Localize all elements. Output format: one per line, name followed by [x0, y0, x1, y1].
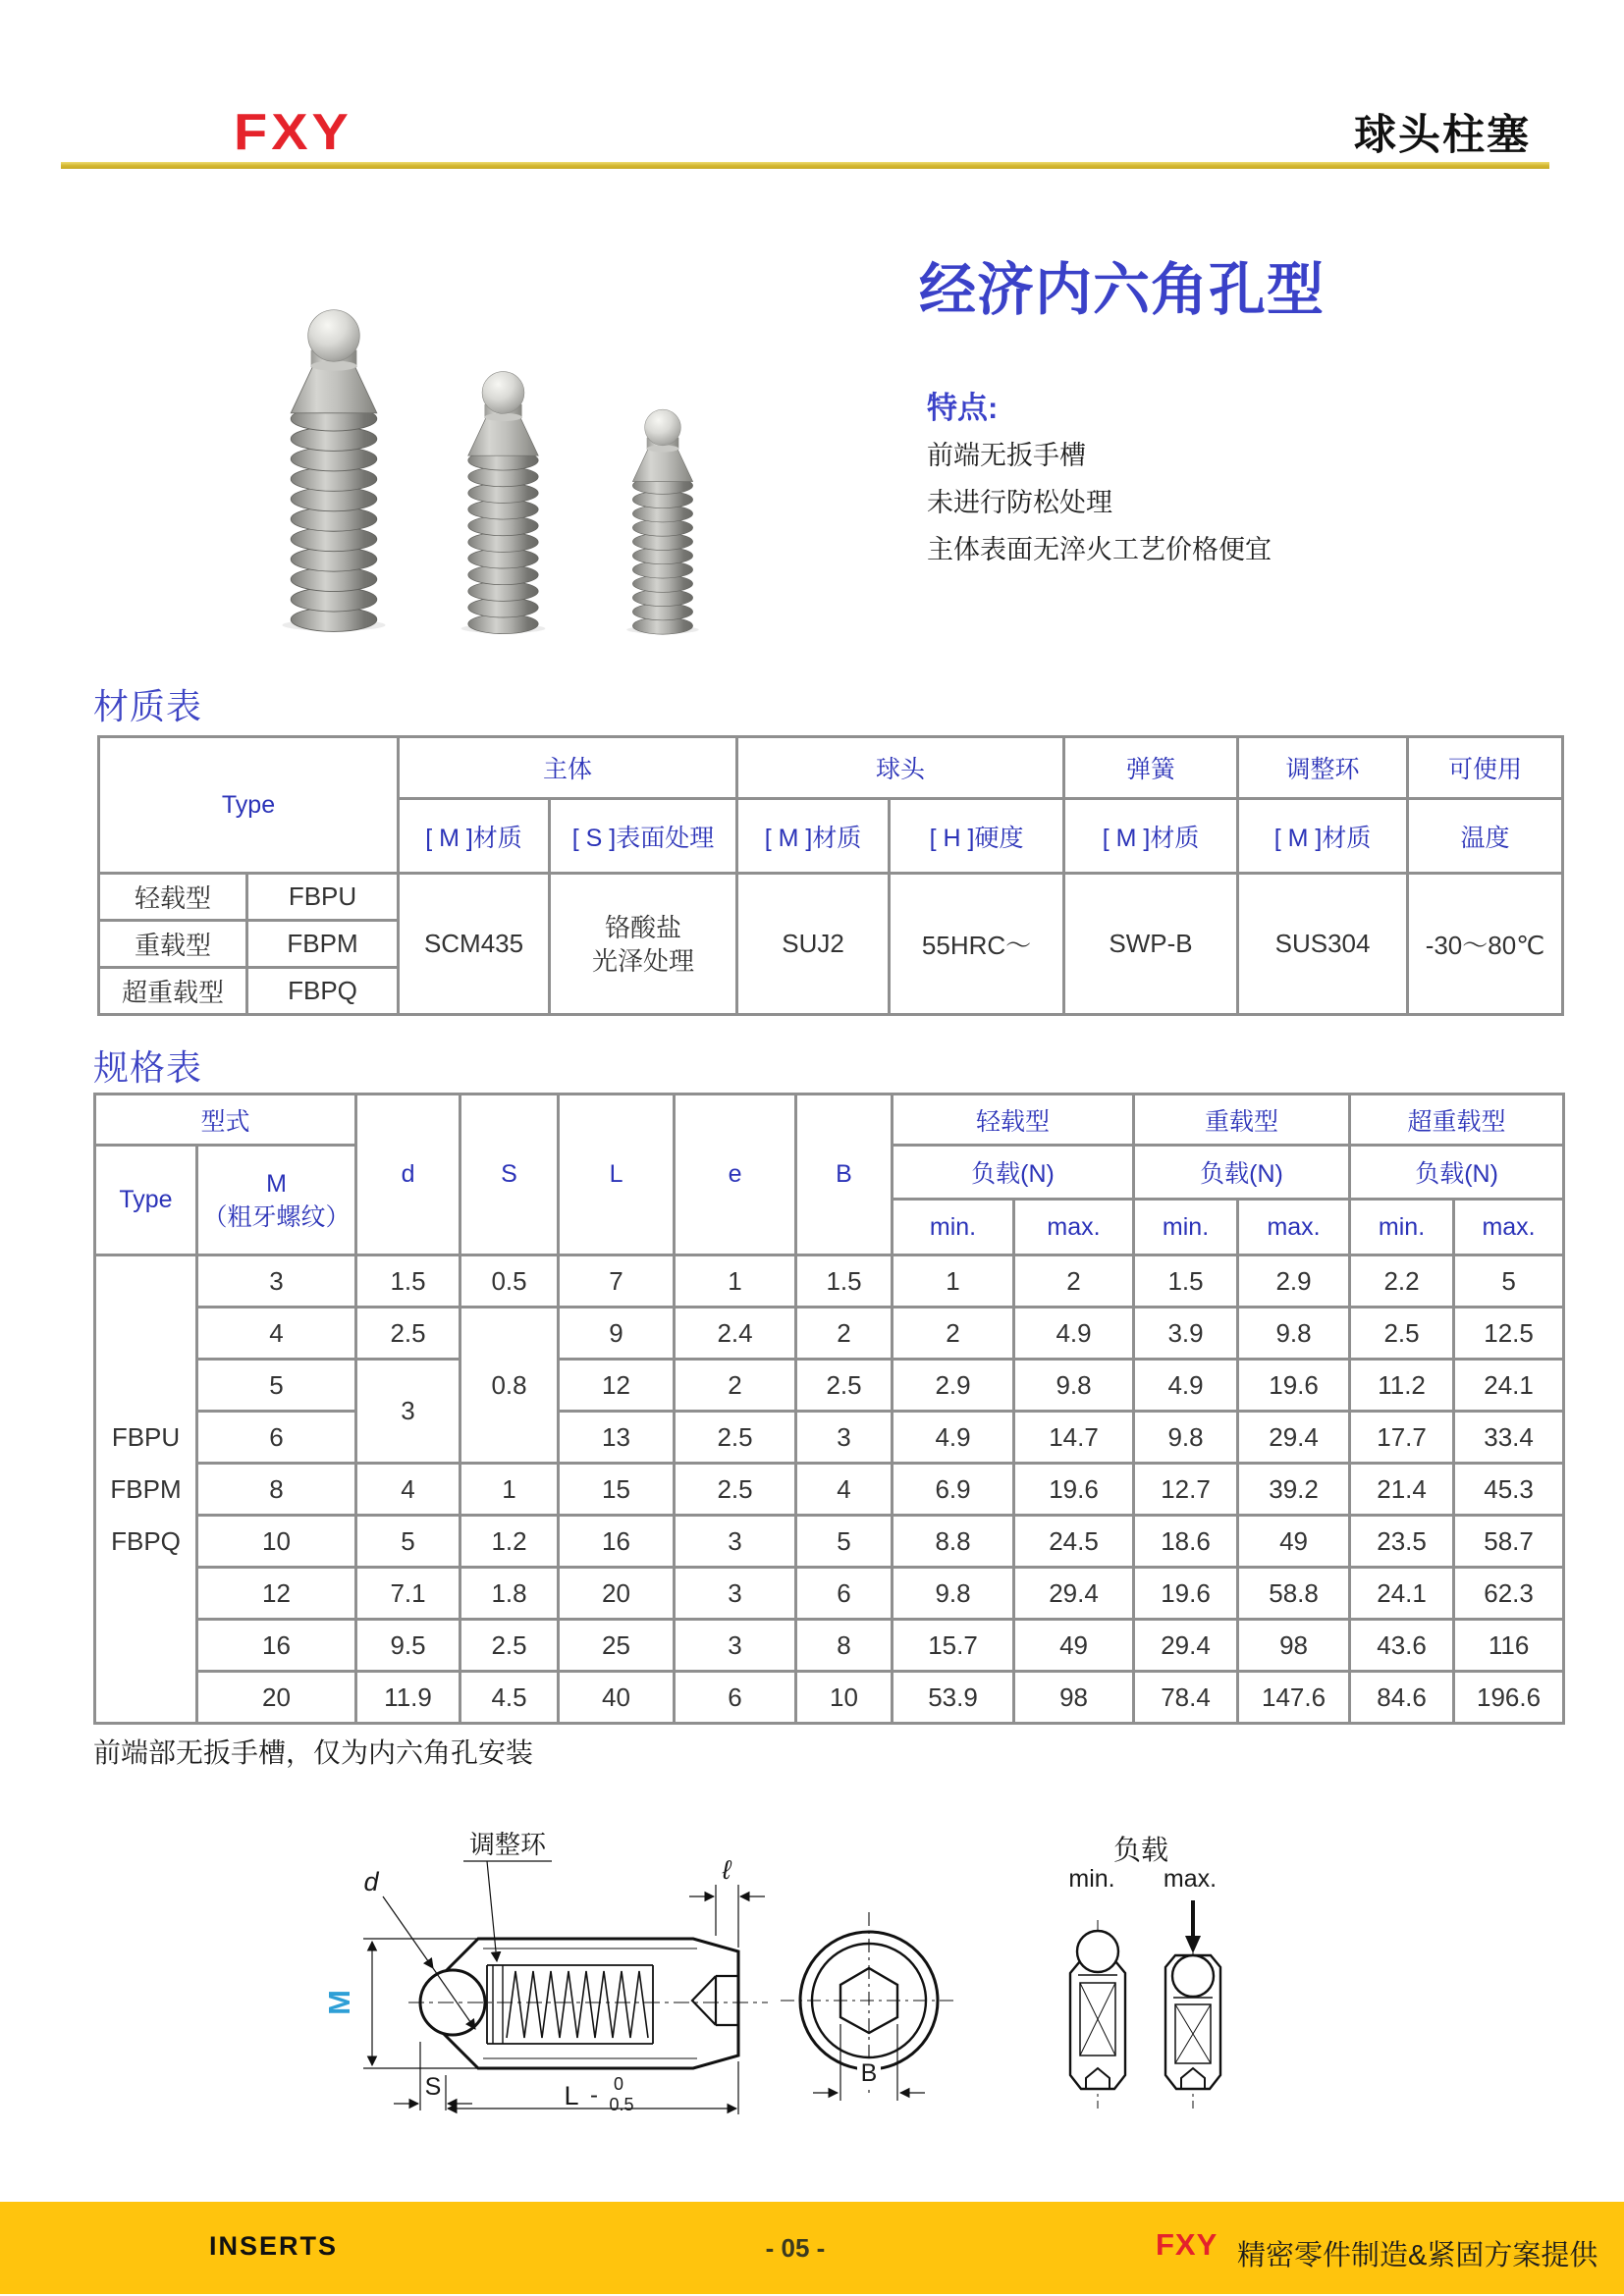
spec-cell: 1	[893, 1255, 1014, 1308]
mat-hardness: 55HRC～	[890, 874, 1064, 1015]
spec-cell: 9.5	[356, 1620, 460, 1672]
spec-cell: 2	[796, 1308, 893, 1360]
spec-cell: 116	[1454, 1620, 1564, 1672]
mat-code: FBPQ	[247, 968, 399, 1015]
spec-cell: 4	[356, 1464, 460, 1516]
spec-cell: 10	[197, 1516, 356, 1568]
spec-header-min: min.	[893, 1200, 1014, 1255]
spec-cell: 4.5	[460, 1672, 559, 1724]
spec-cell: 8.8	[893, 1516, 1014, 1568]
spec-cell: 4.9	[1134, 1360, 1238, 1412]
spec-cell: 3	[675, 1620, 796, 1672]
spec-cell: 2.5	[1350, 1308, 1454, 1360]
spec-header-d: d	[356, 1095, 460, 1255]
spec-cell: 15	[559, 1464, 675, 1516]
plunger-medium	[461, 372, 546, 634]
features-heading: 特点:	[927, 391, 999, 425]
spec-cell: 2.9	[1238, 1255, 1350, 1308]
spec-cell: 9.8	[893, 1568, 1014, 1620]
spec-cell: 24.1	[1454, 1360, 1564, 1412]
mat-header-type: Type	[99, 737, 399, 874]
spec-cell: 3	[675, 1568, 796, 1620]
feature-item: 未进行防松处理	[927, 488, 1112, 517]
spec-row	[95, 1360, 1564, 1412]
spec-cell: 12.7	[1134, 1464, 1238, 1516]
spec-cell: 3	[356, 1360, 460, 1464]
spec-cell: 23.5	[1350, 1516, 1454, 1568]
spec-cell: 3.9	[1134, 1308, 1238, 1360]
spec-cell: 43.6	[1350, 1620, 1454, 1672]
spec-cell: 11.9	[356, 1672, 460, 1724]
load-max-label: max.	[1163, 1865, 1218, 1893]
spec-cell: 2	[893, 1308, 1014, 1360]
spec-header-min: min.	[1134, 1200, 1238, 1255]
spec-cell: 4	[197, 1308, 356, 1360]
spec-cell: 12	[197, 1568, 356, 1620]
spec-cell: 62.3	[1454, 1568, 1564, 1620]
mat-code: FBPU	[247, 874, 399, 921]
spec-cell: 45.3	[1454, 1464, 1564, 1516]
footer-category: INSERTS	[209, 2231, 339, 2261]
mat-header-m-material: [ M ]材质	[399, 799, 550, 874]
thread-m-label: M	[322, 1990, 356, 2015]
brand-logo: FXY	[234, 102, 352, 160]
spec-header-max: max.	[1014, 1200, 1134, 1255]
spec-header-m-note: （粗牙螺纹）	[202, 1202, 351, 1231]
b-dim-label: B	[860, 2059, 878, 2087]
spec-header-type: Type	[95, 1146, 197, 1255]
spec-cell: 25	[559, 1620, 675, 1672]
spec-cell: 6	[197, 1412, 356, 1464]
plunger-small	[626, 409, 698, 634]
mat-header-usable: 可使用	[1408, 737, 1563, 799]
spec-cell: 3	[197, 1255, 356, 1308]
material-table	[97, 735, 1564, 1016]
spec-cell: 9.8	[1014, 1360, 1134, 1412]
spec-section-heading: 规格表	[93, 1047, 203, 1088]
spec-cell: 15.7	[893, 1620, 1014, 1672]
mat-code: FBPM	[247, 921, 399, 968]
load-labels	[1068, 1835, 1217, 1893]
mat-header-m-material: [ M ]材质	[737, 799, 890, 874]
footer-tagline: 精密零件制造&紧固方案提供	[1237, 2240, 1598, 2271]
spec-cell: 5	[1454, 1255, 1564, 1308]
spec-cell: 7.1	[356, 1568, 460, 1620]
spec-cell: 29.4	[1238, 1412, 1350, 1464]
spec-cell: 3	[675, 1516, 796, 1568]
spec-header-min: min.	[1350, 1200, 1454, 1255]
spec-cell: 4.9	[1014, 1308, 1134, 1360]
mat-ball-material: SUJ2	[737, 874, 890, 1015]
spec-cell: 11.2	[1350, 1360, 1454, 1412]
spec-cell: 20	[197, 1672, 356, 1724]
spec-type-codes	[95, 1255, 197, 1724]
l-tol-minus: -	[590, 2082, 598, 2109]
spec-cell: 9	[559, 1308, 675, 1360]
spec-row	[95, 1516, 1564, 1568]
spec-type-code: FBPQ	[111, 1525, 181, 1556]
spec-cell: 4	[796, 1464, 893, 1516]
spec-cell: 1.5	[356, 1255, 460, 1308]
mat-header-m-material: [ M ]材质	[1064, 799, 1238, 874]
spec-cell: 98	[1014, 1672, 1134, 1724]
spec-header-s: S	[460, 1095, 559, 1255]
spec-cell: 9.8	[1238, 1308, 1350, 1360]
load-min-label: min.	[1068, 1865, 1115, 1893]
spec-header-e: e	[675, 1095, 796, 1255]
spec-cell: 2.2	[1350, 1255, 1454, 1308]
mat-surface-line1: 铬酸盐	[605, 912, 682, 942]
footer-brand-logo: FXY	[1156, 2227, 1218, 2262]
spec-cell: 5	[796, 1516, 893, 1568]
page-title: 球头柱塞	[1354, 112, 1531, 159]
spec-cell: 6	[675, 1672, 796, 1724]
spec-cell: 19.6	[1014, 1464, 1134, 1516]
spec-header-load: 负载(N)	[1350, 1146, 1564, 1200]
spec-row	[95, 1412, 1564, 1464]
d-dim-label: d	[363, 1867, 379, 1896]
plunger-large	[282, 310, 385, 632]
technical-drawing	[295, 1818, 1286, 2127]
spec-cell: 0.8	[460, 1308, 559, 1464]
spec-cell: 53.9	[893, 1672, 1014, 1724]
spec-cell: 17.7	[1350, 1412, 1454, 1464]
spec-cell: 33.4	[1454, 1412, 1564, 1464]
spec-cell: 2.5	[675, 1412, 796, 1464]
spec-cell: 1.5	[796, 1255, 893, 1308]
spec-cell: 16	[197, 1620, 356, 1672]
spec-cell: 5	[197, 1360, 356, 1412]
header-rule	[61, 162, 1549, 169]
mat-header-ring: 调整环	[1238, 737, 1408, 799]
feature-item: 前端无扳手槽	[927, 441, 1086, 470]
spec-cell: 58.8	[1238, 1568, 1350, 1620]
spec-cell: 1.5	[1134, 1255, 1238, 1308]
adjust-ring-label: 调整环	[468, 1830, 547, 1859]
spec-header-light: 轻载型	[893, 1095, 1134, 1146]
spec-type-code: FBPU	[111, 1421, 181, 1452]
spec-cell: 14.7	[1014, 1412, 1134, 1464]
spec-header-model: 型式	[95, 1095, 356, 1146]
mat-header-ball: 球头	[737, 737, 1064, 799]
spec-cell: 0.5	[460, 1255, 559, 1308]
spec-cell: 8	[197, 1464, 356, 1516]
product-series-title: 经济内六角孔型	[919, 258, 1326, 322]
spec-cell: 13	[559, 1412, 675, 1464]
features-list	[927, 432, 1272, 573]
spec-header-max: max.	[1238, 1200, 1350, 1255]
mat-category: 重载型	[99, 921, 247, 968]
l-dim-label: L	[564, 2081, 579, 2110]
spec-cell: 18.6	[1134, 1516, 1238, 1568]
spec-note: 前端部无扳手槽，仅为内六角孔安装	[93, 1737, 534, 1768]
spec-cell: 2.5	[460, 1620, 559, 1672]
mat-header-temperature: 温度	[1408, 799, 1563, 874]
spec-cell: 29.4	[1014, 1568, 1134, 1620]
spec-row	[95, 1672, 1564, 1724]
spec-header-load: 负载(N)	[893, 1146, 1134, 1200]
spec-cell: 19.6	[1134, 1568, 1238, 1620]
material-section-heading: 材质表	[93, 686, 203, 726]
spec-header-b: B	[796, 1095, 893, 1255]
spec-cell: 2.5	[356, 1308, 460, 1360]
socket-depth-label: ℓ	[722, 1855, 731, 1885]
spec-cell: 1	[675, 1255, 796, 1308]
spec-row	[95, 1255, 1564, 1308]
product-photo-ball-plungers	[245, 290, 727, 648]
spec-cell: 2	[675, 1360, 796, 1412]
spec-cell: 12.5	[1454, 1308, 1564, 1360]
spec-cell: 4.9	[893, 1412, 1014, 1464]
spec-header-l: L	[559, 1095, 675, 1255]
spec-cell: 196.6	[1454, 1672, 1564, 1724]
spec-cell: 9.8	[1134, 1412, 1238, 1464]
spec-row	[95, 1568, 1564, 1620]
spec-cell: 39.2	[1238, 1464, 1350, 1516]
spec-header-max: max.	[1454, 1200, 1564, 1255]
spec-cell: 10	[796, 1672, 893, 1724]
spec-cell: 16	[559, 1516, 675, 1568]
load-label: 负载	[1112, 1835, 1169, 1865]
page-number: - 05 -	[765, 2233, 826, 2263]
spec-cell: 2.5	[675, 1464, 796, 1516]
spec-cell: 78.4	[1134, 1672, 1238, 1724]
spec-type-code: FBPM	[110, 1473, 182, 1504]
spec-cell: 2.4	[675, 1308, 796, 1360]
spec-row	[95, 1464, 1564, 1516]
spec-cell: 6	[796, 1568, 893, 1620]
mat-spring-material: SWP-B	[1064, 874, 1238, 1015]
mat-header-s-surface: [ S ]表面处理	[550, 799, 737, 874]
spec-row	[95, 1620, 1564, 1672]
feature-item: 主体表面无淬火工艺价格便宜	[927, 535, 1272, 564]
spec-cell: 7	[559, 1255, 675, 1308]
spec-cell: 49	[1014, 1620, 1134, 1672]
spec-header-row1	[95, 1095, 1564, 1146]
s-dim-label: S	[424, 2073, 442, 2101]
spec-cell: 12	[559, 1360, 675, 1412]
spec-cell: 19.6	[1238, 1360, 1350, 1412]
footer-bar	[0, 2202, 1624, 2294]
spec-cell: 8	[796, 1620, 893, 1672]
spec-cell: 21.4	[1350, 1464, 1454, 1516]
mat-category: 超重载型	[99, 968, 247, 1015]
mat-header-row-groups	[99, 737, 1563, 799]
spec-cell: 40	[559, 1672, 675, 1724]
spec-cell: 98	[1238, 1620, 1350, 1672]
load-diagrams	[1070, 1900, 1220, 2109]
spec-cell: 1.8	[460, 1568, 559, 1620]
spec-cell: 2	[1014, 1255, 1134, 1308]
mat-category: 轻载型	[99, 874, 247, 921]
spec-cell: 84.6	[1350, 1672, 1454, 1724]
spec-cell: 29.4	[1134, 1620, 1238, 1672]
mat-header-h-hardness: [ H ]硬度	[890, 799, 1064, 874]
spec-cell: 147.6	[1238, 1672, 1350, 1724]
spec-cell: 58.7	[1454, 1516, 1564, 1568]
mat-ring-material: SUS304	[1238, 874, 1408, 1015]
l-tol-lower: 0.5	[609, 2095, 634, 2114]
mat-header-body: 主体	[399, 737, 737, 799]
mat-temperature: -30～80℃	[1408, 874, 1563, 1015]
spec-cell: 49	[1238, 1516, 1350, 1568]
spec-row	[95, 1308, 1564, 1360]
spec-cell: 6.9	[893, 1464, 1014, 1516]
mat-row-light	[99, 874, 1563, 921]
spec-header-superheavy: 超重载型	[1350, 1095, 1564, 1146]
spec-cell: 1	[460, 1464, 559, 1516]
spec-cell: 24.5	[1014, 1516, 1134, 1568]
spec-cell: 2.9	[893, 1360, 1014, 1412]
spec-cell: 2.5	[796, 1360, 893, 1412]
mat-surface-line2: 光泽处理	[592, 945, 695, 976]
spec-cell: 1.2	[460, 1516, 559, 1568]
spec-header-m-symbol: M	[266, 1169, 287, 1198]
spec-cell: 5	[356, 1516, 460, 1568]
spec-table	[93, 1093, 1565, 1725]
mat-header-spring: 弹簧	[1064, 737, 1238, 799]
mat-header-m-material: [ M ]材质	[1238, 799, 1408, 874]
spec-header-m	[197, 1146, 356, 1255]
mat-body-material: SCM435	[399, 874, 550, 1015]
spec-cell: 24.1	[1350, 1568, 1454, 1620]
l-tol-upper: 0	[613, 2074, 624, 2094]
spec-cell: 20	[559, 1568, 675, 1620]
spec-header-heavy: 重载型	[1134, 1095, 1350, 1146]
mat-surface-treatment	[550, 874, 737, 1015]
spec-header-load: 负载(N)	[1134, 1146, 1350, 1200]
spec-cell: 3	[796, 1412, 893, 1464]
